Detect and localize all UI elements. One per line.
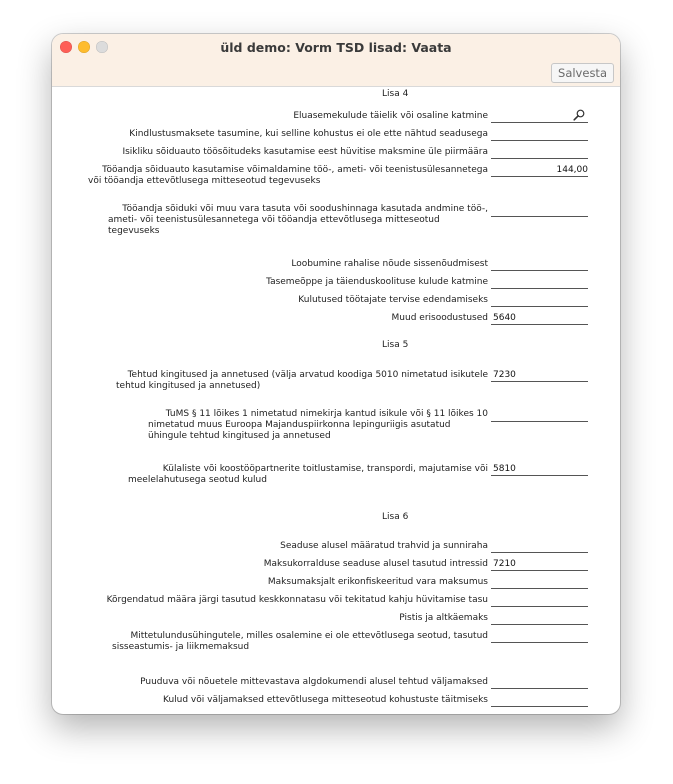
field-label: Pistis ja altkäemaks [399, 613, 488, 623]
search-icon[interactable] [573, 109, 585, 121]
field-label-line: meelelahutusega seotud kulud [128, 475, 267, 485]
field-label: Isikliku sõiduauto töösõitudeks kasutamise eest hüvitise maksmine üle piirmäära [122, 147, 488, 157]
field-input[interactable] [491, 294, 588, 307]
field-label-line: TuMS § 11 lõikes 1 nimetatud nimekirja kantud isikule või § 11 lõikes 10 [165, 409, 488, 419]
field-label [52, 165, 488, 187]
field-label-line: Mittetulundusühingutele, milles osalemine ei ole ettevõtlusega seotud, tasutud [130, 631, 488, 641]
section-header-lisa-6: Lisa 6 [382, 512, 409, 522]
field-input[interactable] [491, 409, 588, 422]
section-header-lisa-4: Lisa 4 [382, 89, 409, 99]
field-label: Muud erisoodustused [391, 313, 488, 323]
field-input[interactable] [491, 312, 588, 325]
field-label: Maksukorralduse seaduse alusel tasutud intressid [263, 559, 488, 569]
field-label: Kindlustusmaksete tasumine, kui selline kohustus ei ole ette nähtud seadusega [129, 129, 488, 139]
field-label: Kulud või väljamaksed ettevõtlusega mitteseotud kohustuste täitmiseks [162, 695, 488, 705]
field-input[interactable] [491, 630, 588, 643]
field-label: Seaduse alusel määratud trahvid ja sunniraha [280, 541, 488, 551]
field-input[interactable] [491, 463, 588, 476]
field-label: Puuduva või nõuetele mittevastava algdokumendi alusel tehtud väljamaksed [140, 677, 488, 687]
field-label-line: või tööandja ettevõtlusega mitteseotud tegevuseks [88, 176, 321, 186]
field-input[interactable] [491, 276, 588, 289]
field-input[interactable] [491, 576, 588, 589]
form-content [52, 87, 620, 714]
field-label-line: sisseastumis- ja liikmemaksud [112, 642, 250, 652]
field-input[interactable] [491, 558, 588, 571]
field-input[interactable] [491, 612, 588, 625]
field-label [128, 464, 488, 486]
field-label-line: nimetatud muus Euroopa Majanduspiirkonna lepinguriigis asutatud [148, 420, 451, 430]
field-label: Kõrgendatud määra järgi tasutud keskkonnatasu või tekitatud kahju hüvitamise tasu [106, 595, 488, 605]
field-input[interactable] [491, 676, 588, 689]
field-value: 5810 [493, 464, 516, 474]
app-window [52, 34, 620, 714]
field-label [148, 409, 488, 442]
field-label: Kulutused töötajate tervise edendamiseks [298, 295, 488, 305]
field-label [88, 631, 488, 653]
field-input[interactable] [491, 258, 588, 271]
field-input[interactable] [491, 594, 588, 607]
field-label [96, 370, 488, 392]
field-label: Eluasemekulude täielik või osaline katmine [293, 111, 488, 121]
field-input[interactable] [491, 128, 588, 141]
window-title: üld demo: Vorm TSD lisad: Vaata [220, 40, 452, 55]
title-bar [52, 34, 620, 61]
field-label-line: tegevuseks [108, 226, 160, 236]
field-input[interactable] [491, 146, 588, 159]
field-value: 5640 [493, 313, 516, 323]
field-label-line: Tööandja sõiduauto kasutamise võimaldamine töö-, ameti- või teenistusülesannetega [102, 165, 488, 175]
field-value: 7210 [493, 559, 516, 569]
field-label-line: Tehtud kingitused ja annetused (välja arvatud koodiga 5010 nimetatud isikutele [127, 370, 488, 380]
field-label-line: tehtud kingitused ja annetused) [116, 381, 261, 391]
field-label [88, 204, 488, 237]
toolbar [52, 61, 620, 86]
field-value: 7230 [493, 370, 516, 380]
field-label: Tasemeõppe ja täienduskoolituse kulude katmine [266, 277, 488, 287]
field-label: Maksumaksjalt erikonfiskeeritud vara maksumus [267, 577, 488, 587]
field-input[interactable] [491, 540, 588, 553]
field-input[interactable] [491, 369, 588, 382]
field-label-line: Külaliste või koostööpartnerite toitlustamise, transpordi, majutamise või [162, 464, 488, 474]
field-input[interactable]: 144,00 [491, 164, 588, 177]
section-header-lisa-5: Lisa 5 [382, 340, 409, 350]
field-label: Loobumine rahalise nõude sissenõudmisest [291, 259, 488, 269]
save-button[interactable]: Salvesta [551, 63, 614, 83]
field-input[interactable] [491, 204, 588, 217]
field-label-line: Tööandja sõiduki või muu vara tasuta või soodushinnaga kasutada andmine töö-, [122, 204, 488, 214]
field-label-line: ühingule tehtud kingitused ja annetused [148, 431, 331, 441]
field-label-line: ameti- või teenistusülesannetega või tööandja ettevõtlusega mitteseotud [108, 215, 440, 225]
field-input[interactable] [491, 694, 588, 707]
